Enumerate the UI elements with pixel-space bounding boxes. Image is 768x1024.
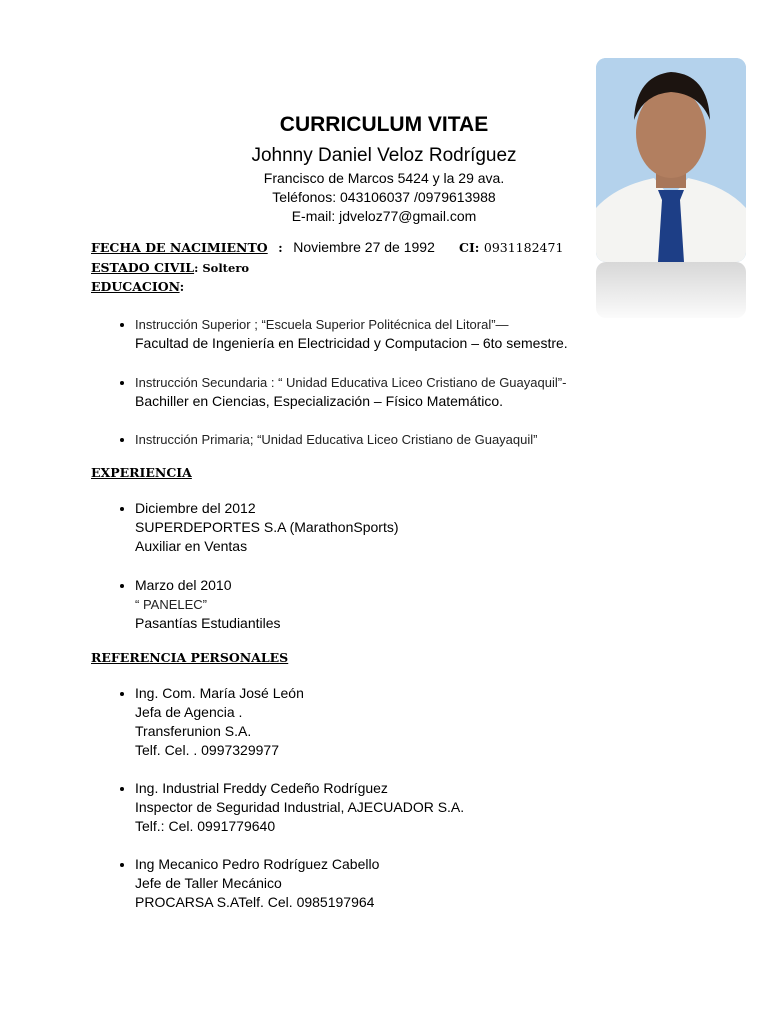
list-item: • Instrucción Primaria; “Unidad Educativa Liceo Cristiano de Guayaquil” xyxy=(135,430,675,449)
education-list xyxy=(91,430,675,449)
education-list xyxy=(91,373,675,411)
ci-value: 0931182471 xyxy=(483,240,564,255)
profile-photo xyxy=(596,58,746,262)
birth-date-row xyxy=(91,239,435,257)
birth-date-separator: : xyxy=(278,240,283,255)
address-line: Francisco de Marcos 5424 y la 29 ava. xyxy=(263,170,505,186)
list-item: • Diciembre del 2012 SUPERDEPORTES S.A (MarathonSports) Auxiliar en Ventas xyxy=(135,499,675,556)
civil-status-label: ESTADO CIVIL xyxy=(91,260,195,275)
education-label-colon: : xyxy=(179,279,185,294)
experience-list xyxy=(91,576,675,633)
list-item: • Ing. Industrial Freddy Cedeño Rodríguez Inspector de Seguridad Industrial, AJECUADOR S.A. Telf.: Cel. 0991779640 xyxy=(135,779,675,836)
phones-line: Teléfonos: 043106037 /0979613988 xyxy=(272,189,496,205)
references-list xyxy=(91,684,675,760)
experience-heading: EXPERIENCIA xyxy=(91,465,192,480)
references-heading: REFERENCIA PERSONALES xyxy=(91,650,289,665)
experience-list xyxy=(91,499,675,556)
list-item: • Ing. Com. María José León Jefa de Agencia . Transferunion S.A. Telf. Cel. . 0997329977 xyxy=(135,684,675,760)
photo-reflection xyxy=(596,262,746,318)
ci-label: CI: xyxy=(459,240,480,255)
list-item: • Instrucción Superior ; “Escuela Superior Politécnica del Litoral”— Facultad de Ingeniería en Electricidad y Computacion – 6to semestre. xyxy=(135,315,675,353)
candidate-name: Johnny Daniel Veloz Rodríguez xyxy=(251,145,517,166)
birth-date-value: Noviembre 27 de 1992 xyxy=(293,239,435,255)
email-line: E-mail: jdveloz77@gmail.com xyxy=(291,208,477,224)
civil-status-value: : Soltero xyxy=(194,261,250,275)
ci-row xyxy=(459,239,563,257)
list-item: • Marzo del 2010 “ PANELEC” Pasantías Estudiantiles xyxy=(135,576,675,633)
education-list xyxy=(91,315,675,353)
references-list xyxy=(91,779,675,836)
birth-date-label: FECHA DE NACIMIENTO xyxy=(91,240,268,255)
list-item: • Instrucción Secundaria : “ Unidad Educativa Liceo Cristiano de Guayaquil”- Bachiller en Ciencias, Especialización – Físico Matemático. xyxy=(135,373,675,411)
education-label: EDUCACION xyxy=(91,279,180,294)
civil-status-row xyxy=(91,259,249,277)
education-heading xyxy=(91,278,184,296)
list-item: • Ing Mecanico Pedro Rodríguez Cabello Jefe de Taller Mecánico PROCARSA S.ATelf. Cel. 0985197964 xyxy=(135,855,675,912)
references-list xyxy=(91,855,675,912)
document-title: CURRICULUM VITAE xyxy=(279,113,489,136)
